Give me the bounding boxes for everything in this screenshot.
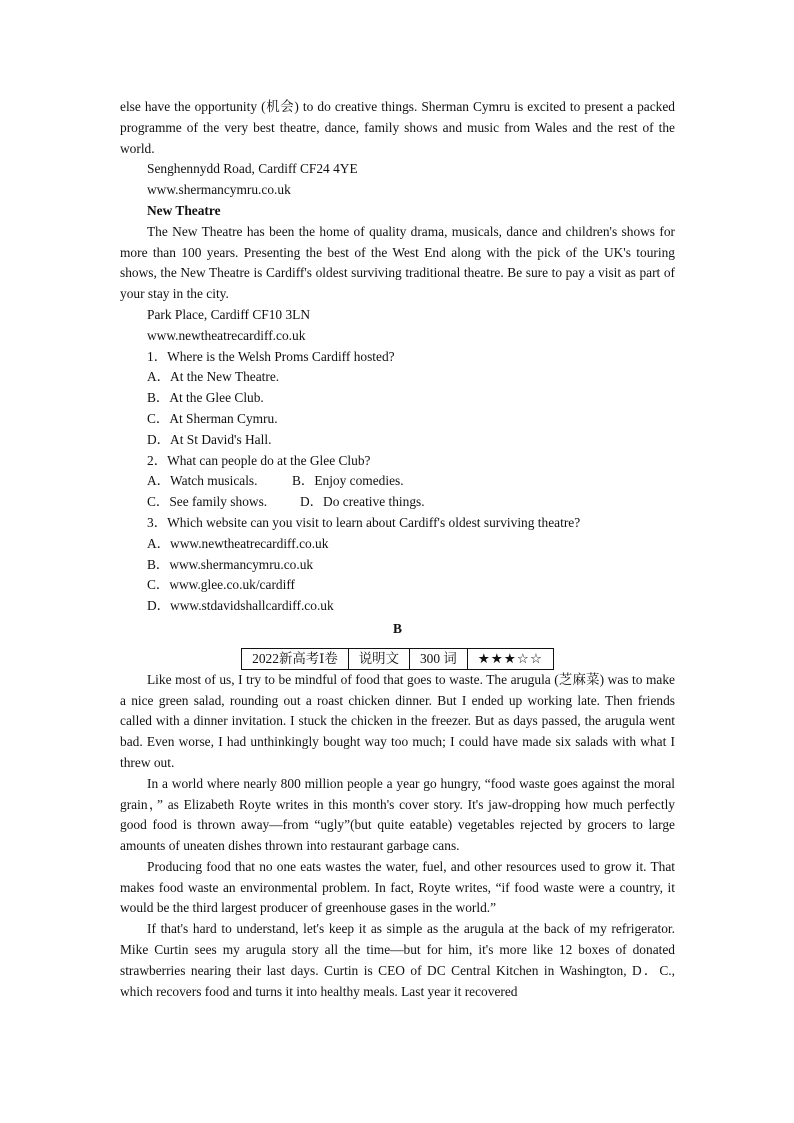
question-1-option-a: A．At the New Theatre. [147,369,280,385]
question-1-option-c: C．At Sherman Cymru. [147,410,278,426]
meta-difficulty-stars: ★★★☆☆ [467,648,553,669]
question-2-stem: 2．What can people do at the Glee Club? [147,452,371,468]
new-theatre-heading: New Theatre [147,202,221,218]
new-theatre-url: www.newtheatrecardiff.co.uk [147,327,306,343]
question-3-stem: 3．Which website can you visit to learn about Cardiff's oldest surviving theatre? [147,514,581,530]
section-b-label: B [393,620,402,636]
sherman-address: Senghennydd Road, Cardiff CF24 4YE [147,161,358,177]
question-2-option-a: A．Watch musicals. [147,473,258,489]
question-3-option-b: B．www.shermancymru.co.uk [147,556,314,572]
question-1-stem: 1．Where is the Welsh Proms Cardiff hosted? [147,348,395,364]
passage-b-paragraph-3: Producing food that no one eats wastes the water, fuel, and other resources used to grow it. That makes food waste an environmental problem. In fact, Royte writes, “if food waste were a country, it would be the third largest producer of greenhouse gases in the world.” [120,858,675,916]
question-1-option-d: D．At St David's Hall. [147,431,272,447]
passage-meta-table [241,648,554,670]
meta-source: 2022新高考Ⅰ卷 [242,648,349,669]
question-2-options-row-2 [120,492,675,513]
new-theatre-paragraph: The New Theatre has been the home of quality drama, musicals, dance and children's shows for more than 100 years. Presenting the best of the West End along with the pick of the UK's touring shows, the New Theatre is Cardiff's oldest surviving traditional theatre. Be sure to pay a visit as part of your stay in the city. [120,223,675,302]
question-3-option-d: D．www.stdavidshallcardiff.co.uk [147,598,334,614]
question-3-option-a: A．www.newtheatrecardiff.co.uk [147,535,329,551]
passage-b-paragraph-4: If that's hard to understand, let's keep it as simple as the arugula at the back of my refrigerator. Mike Curtin sees my arugula story all the time—but for him, it's more like 12 boxes of donated strawberries nearing their last days. Curtin is CEO of DC Central Kitchen in Washington, D．C., which recovers food and turns it into healthy meals. Last year it recovered [120,921,675,999]
question-3-option-c: C．www.glee.co.uk/cardiff [147,577,295,593]
question-2-option-b: B．Enjoy comedies. [292,473,404,489]
new-theatre-address: Park Place, Cardiff CF10 3LN [147,306,311,322]
document-page [120,97,675,1002]
sherman-url: www.shermancymru.co.uk [147,182,291,198]
meta-word-count: 300 词 [409,648,467,669]
question-2-option-d: D．Do creative things. [300,494,425,510]
passage-b-paragraph-2: In a world where nearly 800 million people a year go hungry, “food waste goes against the moral grain，” as Elizabeth Royte writes in this month's cover story. It's jaw-dropping how much perfectly good food is thrown away—from “ugly”(but quite eatable) vegetables rejected by grocers to large amounts of uneaten dishes thrown into restaurant garbage cans. [120,775,675,854]
question-1-option-b: B．At the Glee Club. [147,390,264,406]
passage-b-paragraph-1: Like most of us, I try to be mindful of food that goes to waste. The arugula (芝麻菜) was to make a nice green salad, rounding out a roast chicken dinner. But I ended up working late. Then friends called with a dinner invitation. I stuck the chicken in the freezer. But as days passed, the arugula went bad. Even worse, I had unthinkingly bought way too much; I could have made six salads with what I threw out. [120,671,675,770]
question-2-option-c: C．See family shows. [147,494,268,510]
question-2-options-row-1 [120,471,675,492]
sherman-intro-paragraph: else have the opportunity (机会) to do creative things. Sherman Cymru is excited to present a packed programme of the very best theatre, dance, family shows and music from Wales and the rest of the world. [120,99,675,156]
meta-genre: 说明文 [348,648,409,669]
